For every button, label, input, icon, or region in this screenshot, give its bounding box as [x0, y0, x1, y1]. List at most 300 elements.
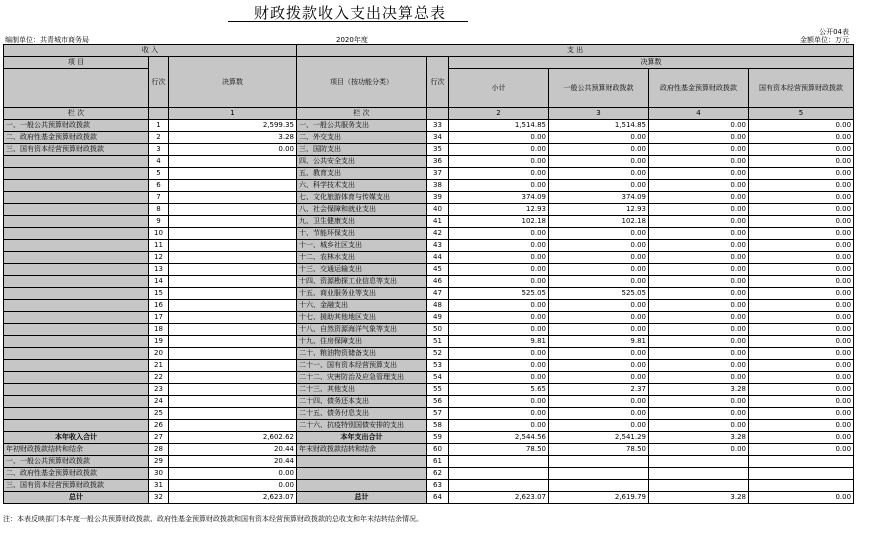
expense-line-no: 39	[427, 192, 449, 204]
expense-general: 0.00	[549, 348, 649, 360]
expense-item: 十四、资源勘探工业信息等支出	[297, 276, 427, 288]
expense-item: 十九、住房保障支出	[297, 336, 427, 348]
expense-fund: 3.28	[649, 384, 749, 396]
grand-total-exp-label: 总计	[297, 492, 427, 504]
expense-item: 二十五、债务付息支出	[297, 408, 427, 420]
expense-fund: 0.00	[649, 240, 749, 252]
income-item	[4, 180, 149, 192]
table-row	[4, 276, 854, 288]
carry-sub-no: 31	[149, 480, 169, 492]
income-amount	[169, 228, 297, 240]
expense-capital: 0.00	[749, 384, 854, 396]
income-amount	[169, 168, 297, 180]
expense-general: 102.18	[549, 216, 649, 228]
table-row	[4, 288, 854, 300]
income-line-no: 20	[149, 348, 169, 360]
income-line-no: 2	[149, 132, 169, 144]
expense-capital: 0.00	[749, 120, 854, 132]
expense-item: 十五、商业服务业等支出	[297, 288, 427, 300]
exp-line-no-header: 行次	[427, 57, 449, 108]
expense-subtotal: 12.93	[449, 204, 549, 216]
line-no-header: 行次	[149, 57, 169, 108]
table-row	[4, 216, 854, 228]
income-item: 一、一般公共预算财政拨款	[4, 120, 149, 132]
expense-item: 四、公共安全支出	[297, 156, 427, 168]
income-item	[4, 384, 149, 396]
expense-fund: 0.00	[649, 180, 749, 192]
income-amount	[169, 180, 297, 192]
expense-general: 0.00	[549, 168, 649, 180]
income-line-no: 16	[149, 300, 169, 312]
total-income-label: 本年收入合计	[4, 432, 149, 444]
budget-table	[3, 44, 854, 504]
expense-line-no: 34	[427, 132, 449, 144]
fund-budget-header: 政府性基金预算财政拨款	[649, 69, 749, 108]
final-amount-header: 决算数	[169, 57, 297, 108]
expense-fund: 0.00	[649, 300, 749, 312]
column-2: 2	[449, 108, 549, 120]
expense-line-no: 36	[427, 156, 449, 168]
expense-line-no: 37	[427, 168, 449, 180]
table-row	[4, 360, 854, 372]
expense-line-no: 42	[427, 228, 449, 240]
carry-row	[4, 444, 854, 456]
expense-fund: 0.00	[649, 324, 749, 336]
expense-capital: 0.00	[749, 132, 854, 144]
income-item	[4, 288, 149, 300]
income-item	[4, 156, 149, 168]
expense-fund: 0.00	[649, 312, 749, 324]
expense-general: 0.00	[549, 180, 649, 192]
column-5: 5	[749, 108, 854, 120]
column-blank	[149, 108, 169, 120]
expense-subtotal: 374.09	[449, 192, 549, 204]
expense-fund: 0.00	[649, 360, 749, 372]
carry-in-amount: 20.44	[169, 444, 297, 456]
expense-item: 七、文化旅游体育与传媒支出	[297, 192, 427, 204]
income-item	[4, 312, 149, 324]
carry-sub-amount: 0.00	[169, 480, 297, 492]
expense-capital: 0.00	[749, 312, 854, 324]
table-row	[4, 264, 854, 276]
carry-sub-general	[549, 480, 649, 492]
table-row	[4, 192, 854, 204]
carry-in-label: 年初财政拨款结转和结余	[4, 444, 149, 456]
table-row	[4, 336, 854, 348]
income-amount	[169, 372, 297, 384]
expense-fund: 0.00	[649, 132, 749, 144]
footnote: 注：本表反映部门本年度一般公共预算财政拨款、政府性基金预算财政拨款和国有资本经营预算财政拨款的总收支和年末结转结余情况。	[3, 515, 423, 523]
state-capital-header: 国有资本经营预算财政拨款	[749, 69, 854, 108]
carry-sub-fund	[649, 468, 749, 480]
expense-line-no: 35	[427, 144, 449, 156]
expense-general: 0.00	[549, 228, 649, 240]
expense-fund: 0.00	[649, 336, 749, 348]
expense-subtotal: 0.00	[449, 180, 549, 192]
grand-total-amount: 2,623.07	[169, 492, 297, 504]
expense-capital: 0.00	[749, 144, 854, 156]
expense-line-no: 54	[427, 372, 449, 384]
expense-subtotal: 0.00	[449, 132, 549, 144]
expense-subtotal: 1,514.85	[449, 120, 549, 132]
income-line-no: 8	[149, 204, 169, 216]
table-row	[4, 324, 854, 336]
exp-final-header: 决算数	[449, 57, 854, 69]
table-row	[4, 252, 854, 264]
expense-fund: 0.00	[649, 288, 749, 300]
expense-subtotal: 0.00	[449, 168, 549, 180]
grand-total-capital: 0.00	[749, 492, 854, 504]
expense-general: 9.81	[549, 336, 649, 348]
carry-sub-subtotal	[449, 468, 549, 480]
expense-fund: 0.00	[649, 348, 749, 360]
expense-capital: 0.00	[749, 324, 854, 336]
expense-general: 0.00	[549, 312, 649, 324]
expense-item: 十七、援助其他地区支出	[297, 312, 427, 324]
carry-sub-amount: 20.44	[169, 456, 297, 468]
expense-item: 十二、农林水支出	[297, 252, 427, 264]
expense-capital: 0.00	[749, 420, 854, 432]
title-underline	[228, 21, 468, 22]
column-3: 3	[549, 108, 649, 120]
expense-item: 二十一、国有资本经营预算支出	[297, 360, 427, 372]
table-row	[4, 168, 854, 180]
table-row	[4, 240, 854, 252]
carry-sub-row	[4, 468, 854, 480]
carry-sub-exp-blank	[297, 468, 427, 480]
carry-out-no: 60	[427, 444, 449, 456]
carry-in-no: 28	[149, 444, 169, 456]
expense-capital: 0.00	[749, 216, 854, 228]
expense-item: 二十、粮油物资储备支出	[297, 348, 427, 360]
expense-capital: 0.00	[749, 288, 854, 300]
carry-sub-no: 29	[149, 456, 169, 468]
expense-capital: 0.00	[749, 336, 854, 348]
income-line-no: 12	[149, 252, 169, 264]
income-item	[4, 216, 149, 228]
income-line-no: 3	[149, 144, 169, 156]
table-row	[4, 396, 854, 408]
expense-line-no: 50	[427, 324, 449, 336]
column-1: 1	[169, 108, 297, 120]
income-amount	[169, 408, 297, 420]
table-row	[4, 120, 854, 132]
income-item	[4, 252, 149, 264]
total-expense-label: 本年支出合计	[297, 432, 427, 444]
expense-subtotal: 0.00	[449, 360, 549, 372]
income-amount	[169, 324, 297, 336]
income-line-no: 18	[149, 324, 169, 336]
income-item	[4, 420, 149, 432]
income-item	[4, 372, 149, 384]
income-amount	[169, 288, 297, 300]
income-item	[4, 348, 149, 360]
expense-subtotal: 0.00	[449, 156, 549, 168]
expense-item: 五、教育支出	[297, 168, 427, 180]
year-label: 2020年度	[336, 36, 368, 44]
table-row	[4, 144, 854, 156]
income-amount: 3.28	[169, 132, 297, 144]
table-row	[4, 156, 854, 168]
grand-total-exp-no: 64	[427, 492, 449, 504]
general-budget-header: 一般公共预算财政拨款	[549, 69, 649, 108]
income-item	[4, 360, 149, 372]
carry-sub-no: 30	[149, 468, 169, 480]
expense-general: 0.00	[549, 276, 649, 288]
income-line-no: 4	[149, 156, 169, 168]
expense-fund: 0.00	[649, 372, 749, 384]
income-amount	[169, 348, 297, 360]
expense-item: 二十二、灾害防治及应急管理支出	[297, 372, 427, 384]
table-row	[4, 132, 854, 144]
expense-capital: 0.00	[749, 408, 854, 420]
expense-fund: 0.00	[649, 192, 749, 204]
expense-subtotal: 0.00	[449, 348, 549, 360]
total-expense-no: 59	[427, 432, 449, 444]
expense-capital: 0.00	[749, 180, 854, 192]
expense-fund: 0.00	[649, 228, 749, 240]
carry-sub-amount: 0.00	[169, 468, 297, 480]
expense-item: 六、科学技术支出	[297, 180, 427, 192]
carry-sub-label: 三、国有资本经营预算财政拨款	[4, 480, 149, 492]
table-row	[4, 372, 854, 384]
expense-capital: 0.00	[749, 360, 854, 372]
income-line-no: 1	[149, 120, 169, 132]
expense-capital: 0.00	[749, 372, 854, 384]
expense-fund: 0.00	[649, 396, 749, 408]
expense-general: 0.00	[549, 396, 649, 408]
income-line-no: 19	[149, 336, 169, 348]
expense-subtotal: 0.00	[449, 408, 549, 420]
income-line-no: 5	[149, 168, 169, 180]
income-line-no: 17	[149, 312, 169, 324]
expense-line-no: 46	[427, 276, 449, 288]
expense-fund: 0.00	[649, 156, 749, 168]
expense-line-no: 45	[427, 264, 449, 276]
expense-capital: 0.00	[749, 252, 854, 264]
income-line-no: 9	[149, 216, 169, 228]
income-line-no: 6	[149, 180, 169, 192]
expense-line-no: 51	[427, 336, 449, 348]
carry-sub-label: 二、政府性基金预算财政拨款	[4, 468, 149, 480]
expense-general: 0.00	[549, 360, 649, 372]
expense-fund: 0.00	[649, 144, 749, 156]
expense-subtotal: 0.00	[449, 276, 549, 288]
income-item	[4, 396, 149, 408]
income-amount	[169, 276, 297, 288]
total-row	[4, 432, 854, 444]
expense-item: 十三、交通运输支出	[297, 264, 427, 276]
income-item: 三、国有资本经营预算财政拨款	[4, 144, 149, 156]
expense-line-no: 53	[427, 360, 449, 372]
expense-item: 十八、自然资源海洋气象等支出	[297, 324, 427, 336]
expense-fund: 0.00	[649, 252, 749, 264]
expense-subtotal: 0.00	[449, 420, 549, 432]
grand-total-subtotal: 2,623.07	[449, 492, 549, 504]
carry-sub-subtotal	[449, 480, 549, 492]
total-expense-general: 2,541.29	[549, 432, 649, 444]
header-row-2	[4, 57, 854, 69]
income-item	[4, 324, 149, 336]
expense-general: 0.00	[549, 240, 649, 252]
page-title: 财政拨款收入支出决算总表	[253, 4, 446, 22]
table-row	[4, 348, 854, 360]
income-item	[4, 276, 149, 288]
income-item	[4, 240, 149, 252]
expense-subtotal: 0.00	[449, 312, 549, 324]
income-amount	[169, 420, 297, 432]
carry-sub-exp-blank	[297, 480, 427, 492]
expense-item: 一、一般公共服务支出	[297, 120, 427, 132]
expense-general: 0.00	[549, 324, 649, 336]
carry-sub-exp-blank	[297, 456, 427, 468]
expense-fund: 0.00	[649, 264, 749, 276]
expense-item: 十一、城乡社区支出	[297, 240, 427, 252]
expense-subtotal: 0.00	[449, 240, 549, 252]
header-row-1	[4, 45, 854, 57]
income-item	[4, 336, 149, 348]
expense-subtotal: 0.00	[449, 396, 549, 408]
table-row	[4, 384, 854, 396]
income-line-no: 13	[149, 264, 169, 276]
unit-label: 编制单位：共青城市商务局	[5, 36, 89, 44]
income-item	[4, 300, 149, 312]
expense-line-no: 41	[427, 216, 449, 228]
income-amount	[169, 252, 297, 264]
column-label-exp: 栏 次	[297, 108, 427, 120]
expense-item: 三、国防支出	[297, 144, 427, 156]
expense-general: 0.00	[549, 132, 649, 144]
expense-line-no: 38	[427, 180, 449, 192]
income-line-no: 24	[149, 396, 169, 408]
expense-fund: 0.00	[649, 120, 749, 132]
expense-item: 九、卫生健康支出	[297, 216, 427, 228]
expense-capital: 0.00	[749, 168, 854, 180]
table-row	[4, 228, 854, 240]
expense-general: 374.09	[549, 192, 649, 204]
expense-fund: 0.00	[649, 168, 749, 180]
income-line-no: 7	[149, 192, 169, 204]
expense-header: 支 出	[297, 45, 854, 57]
expense-capital: 0.00	[749, 228, 854, 240]
expense-general: 0.00	[549, 264, 649, 276]
expense-subtotal: 0.00	[449, 252, 549, 264]
expense-general: 0.00	[549, 252, 649, 264]
expense-fund: 0.00	[649, 216, 749, 228]
expense-item: 二、外交支出	[297, 132, 427, 144]
carry-sub-exp-no: 61	[427, 456, 449, 468]
expense-item: 十、节能环保支出	[297, 228, 427, 240]
income-amount	[169, 384, 297, 396]
income-amount: 0.00	[169, 144, 297, 156]
expense-line-no: 55	[427, 384, 449, 396]
expense-line-no: 57	[427, 408, 449, 420]
carry-out-subtotal: 78.50	[449, 444, 549, 456]
expense-capital: 0.00	[749, 240, 854, 252]
carry-sub-exp-no: 63	[427, 480, 449, 492]
income-header: 收 入	[4, 45, 297, 57]
total-expense-capital: 0.00	[749, 432, 854, 444]
carry-out-capital: 0.00	[749, 444, 854, 456]
expense-subtotal: 0.00	[449, 372, 549, 384]
total-expense-subtotal: 2,544.56	[449, 432, 549, 444]
income-line-no: 14	[149, 276, 169, 288]
expense-general: 0.00	[549, 372, 649, 384]
carry-out-fund: 0.00	[649, 444, 749, 456]
expense-general: 2.37	[549, 384, 649, 396]
table-row	[4, 180, 854, 192]
expense-capital: 0.00	[749, 396, 854, 408]
total-income-amount: 2,602.62	[169, 432, 297, 444]
column-4: 4	[649, 108, 749, 120]
total-expense-fund: 3.28	[649, 432, 749, 444]
grand-total-no: 32	[149, 492, 169, 504]
grand-total-fund: 3.28	[649, 492, 749, 504]
expense-general: 0.00	[549, 300, 649, 312]
expense-line-no: 52	[427, 348, 449, 360]
item-header: 项 目	[4, 57, 149, 69]
income-amount	[169, 312, 297, 324]
carry-sub-row	[4, 456, 854, 468]
income-amount	[169, 216, 297, 228]
expense-line-no: 43	[427, 240, 449, 252]
total-income-no: 27	[149, 432, 169, 444]
income-line-no: 22	[149, 372, 169, 384]
expense-subtotal: 5.65	[449, 384, 549, 396]
form-code: 公开04表	[819, 28, 849, 36]
expense-line-no: 58	[427, 420, 449, 432]
carry-sub-general	[549, 456, 649, 468]
expense-line-no: 48	[427, 300, 449, 312]
expense-subtotal: 0.00	[449, 300, 549, 312]
carry-sub-label: 一、一般公共预算财政拨款	[4, 456, 149, 468]
carry-sub-capital	[749, 480, 854, 492]
income-line-no: 23	[149, 384, 169, 396]
carry-sub-exp-no: 62	[427, 468, 449, 480]
expense-capital: 0.00	[749, 192, 854, 204]
income-amount	[169, 300, 297, 312]
expense-general: 0.00	[549, 420, 649, 432]
expense-capital: 0.00	[749, 276, 854, 288]
grand-total-label: 总计	[4, 492, 149, 504]
expense-line-no: 47	[427, 288, 449, 300]
table-row	[4, 300, 854, 312]
column-index-row	[4, 108, 854, 120]
carry-out-label: 年末财政拨款结转和结余	[297, 444, 427, 456]
carry-sub-capital	[749, 456, 854, 468]
income-amount	[169, 360, 297, 372]
carry-sub-capital	[749, 468, 854, 480]
expense-capital: 0.00	[749, 156, 854, 168]
grand-total-row	[4, 492, 854, 504]
exp-item-header: 项目（按功能分类）	[297, 57, 427, 108]
column-label: 栏 次	[4, 108, 149, 120]
table-row	[4, 408, 854, 420]
expense-subtotal: 102.18	[449, 216, 549, 228]
income-item	[4, 264, 149, 276]
expense-line-no: 40	[427, 204, 449, 216]
expense-capital: 0.00	[749, 300, 854, 312]
income-line-no: 25	[149, 408, 169, 420]
expense-fund: 0.00	[649, 408, 749, 420]
expense-capital: 0.00	[749, 348, 854, 360]
expense-general: 0.00	[549, 156, 649, 168]
grand-total-general: 2,619.79	[549, 492, 649, 504]
expense-general: 525.05	[549, 288, 649, 300]
expense-item: 十六、金融支出	[297, 300, 427, 312]
item-header-blank	[4, 69, 149, 108]
expense-item: 二十三、其他支出	[297, 384, 427, 396]
